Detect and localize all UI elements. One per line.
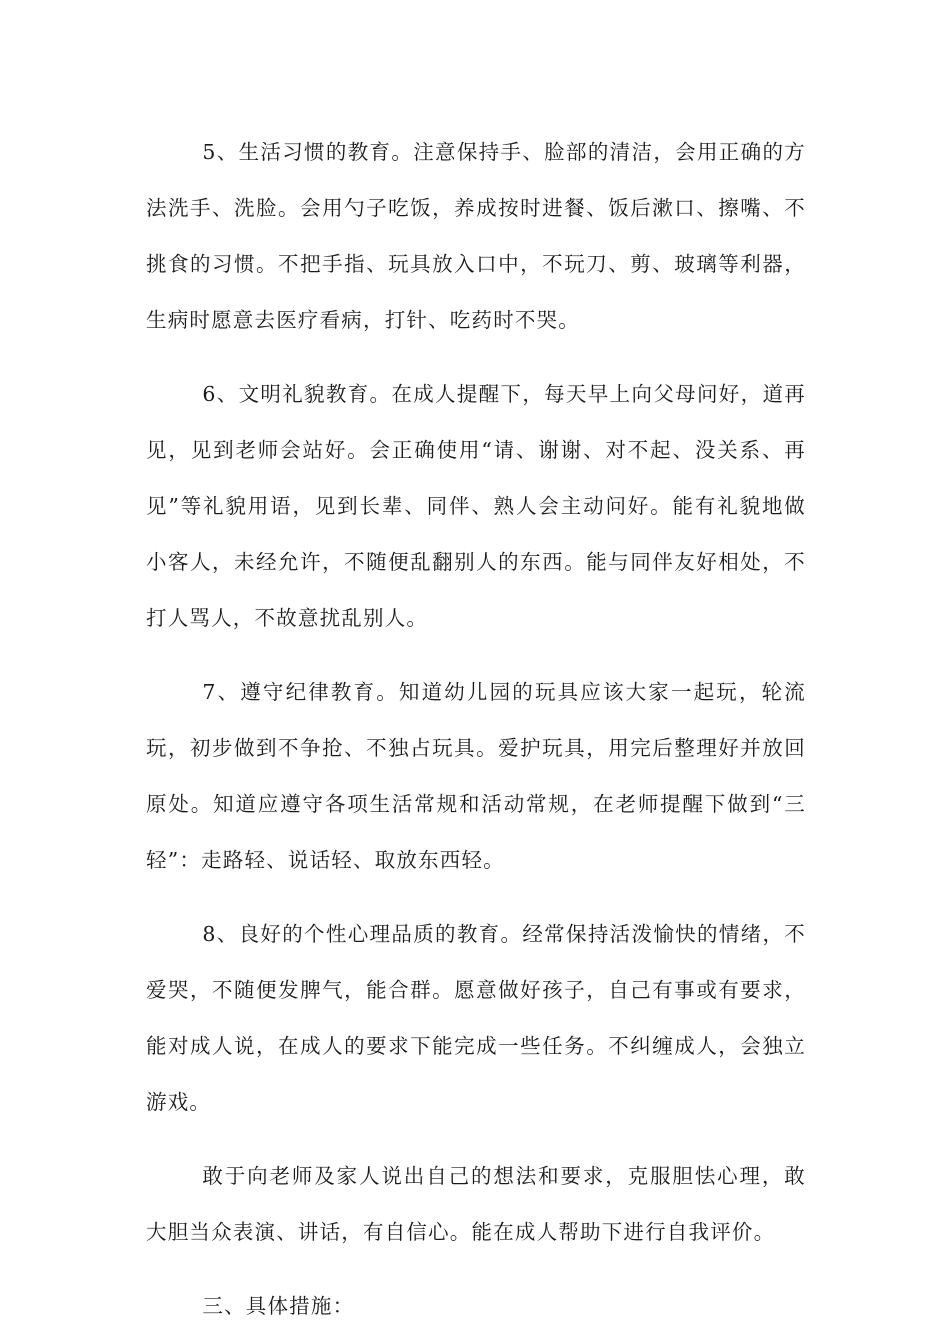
paragraph-courtesy-education: 6、文明礼貌教育。在成人提醒下，每天早上向父母问好，道再见，见到老师会站好。会正确使用“请、谢谢、对不起、没关系、再见”等礼貌用语，见到长辈、同伴、熟人会主动问好。能有礼貌地做小客人，未经允许，不随便乱翻别人的东西。能与同伴友好相处，不打人骂人，不故意扰乱别人。 [146,382,806,630]
paragraph-habits-education: 5、生活习惯的教育。注意保持手、脸部的清洁，会用正确的方法洗手、洗脸。会用勺子吃饭，养成按时进餐、饭后漱口、擦嘴、不挑食的习惯。不把手指、玩具放入口中，不玩刀、剪、玻璃等利器，生病时愿意去医疗看病，打针、吃药时不哭。 [146,140,806,332]
section-heading-measures: 三、具体措施： [202,1294,355,1318]
paragraph-discipline-education: 7、遵守纪律教育。知道幼儿园的玩具应该大家一起玩，轮流玩，初步做到不争抢、不独占玩具。爱护玩具，用完后整理好并放回原处。知道应遵守各项生活常规和活动常规，在老师提醒下做到“三轻”：走路轻、说话轻、取放东西轻。 [146,680,806,872]
paragraph-confidence: 敢于向老师及家人说出自己的想法和要求，克服胆怯心理，敢大胆当众表演、讲话，有自信心。能在成人帮助下进行自我评价。 [146,1164,806,1244]
paragraph-personality-education: 8、良好的个性心理品质的教育。经常保持活泼愉快的情绪，不爱哭，不随便发脾气，能合群。愿意做好孩子，自己有事或有要求，能对成人说，在成人的要求下能完成一些任务。不纠缠成人，会独立游戏。 [146,922,806,1114]
document-body [146,124,806,1334]
